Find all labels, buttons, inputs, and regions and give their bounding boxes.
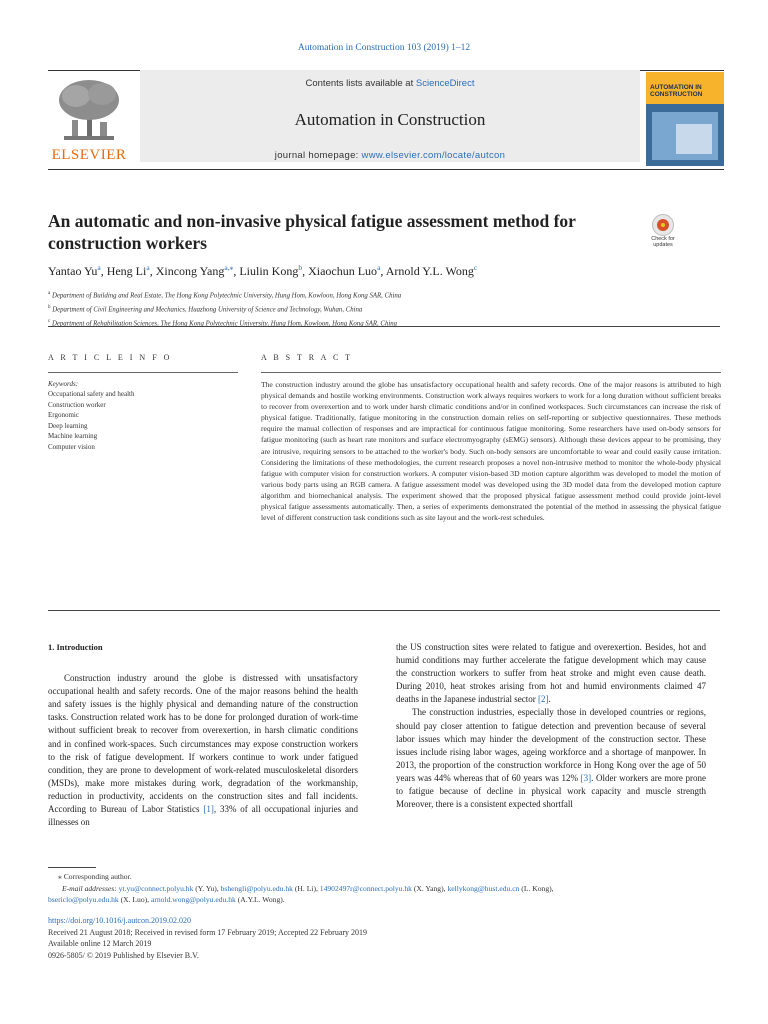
article-info-panel (48, 372, 238, 452)
article-info-heading: A R T I C L E I N F O (48, 353, 172, 362)
abstract-heading: A B S T R A C T (261, 353, 353, 362)
available-online: Available online 12 March 2019 (48, 939, 152, 948)
publication-history: Received 21 August 2018; Received in revised form 17 February 2019; Accepted 22 February 2019 (48, 927, 368, 937)
homepage-line (140, 150, 640, 161)
body-paragraph: Construction industry around the globe is distressed with unsatisfactory occupational health and safety records. One of the major reasons behind the health and safety issues is the highly physical and demanding nature of the construction tasks. Construction related work has to be done for prolonged duration of work-time without sufficient break to recover from overexertion, in harsh climatic conditions and in confined work-spaces. Such circumstances may expose construction workers to the risk of fatigue development. If workers continue to work under fatigued condition, they are prone to development of work-related musculoskeletal disorders (MSDs), make more mistakes during work, degradation of the workmanship, reduction in productivity, accidents on the construction sites and fall incidents. According to Bureau of Labor Statistics [1], 33% of all occupational injuries and illnesses on (48, 673, 358, 828)
doi-link[interactable]: https://doi.org/10.1016/j.autcon.2019.02.020 (48, 916, 191, 925)
affiliation-item: $^c$ Department of Rehabilitation Sciences, The Hong Kong Polytechnic University, Hung Hom, Kowloon, Hong Kong SAR, China (48, 318, 398, 327)
journal-cover-thumbnail[interactable] (646, 72, 724, 166)
author-name[interactable]: Xiaochun Luo (308, 264, 378, 278)
journal-reference[interactable]: Automation in Construction 103 (2019) 1–12 (297, 43, 471, 53)
email-addresses-cont: bsericlo@polyu.edu.hk (X. Luo), arnold.wong@polyu.edu.hk (A.Y.L. Wong). (48, 895, 285, 904)
author-list: Yantao Yu$^a$, Heng Li$^a$, Xincong Yang$^{a,⁎}$, Liulin Kong$^b$, Xiaochun Luo$^a$, Arnold Y.L. Wong$^c$ (48, 263, 478, 278)
author-name[interactable]: Heng Li (106, 264, 147, 278)
author-affiliation-marker[interactable]: c (473, 263, 478, 272)
author-name[interactable]: Arnold Y.L. Wong (385, 264, 474, 278)
elsevier-logo[interactable] (48, 76, 130, 168)
author-name[interactable]: Liulin Kong (239, 264, 299, 278)
author-affiliation-marker[interactable]: a (97, 263, 101, 272)
cover-image-detail (676, 124, 712, 154)
body-paragraph: The construction industries, especially those in developed countries or regions, should pay closer attention to fatigue detection and prevention because of several labor issues which may hinder the development of the construction sector. These issues include rising labor wages, ageing workforce and a shortage of manpower. In 2013, the proportion of the construction workforce in Hong Kong over the age of 50 years was 44% whereas that of 60 years was 12% [3]. Older workers are more prone to fatigue because of decline in physical work capacity and muscle strength Moreover, there is a consistent expected shortfall (396, 707, 706, 810)
email-link[interactable]: kellykong@hust.edu.cn (447, 883, 520, 893)
author-affiliation-marker[interactable]: a,⁎ (224, 263, 234, 272)
affiliation-item: $^a$ Department of Building and Real Estate, The Hong Kong Polytechnic University, Hung Hom, Kowloon, Hong Kong SAR, China (48, 291, 402, 300)
citation-link[interactable]: [1] (203, 804, 214, 815)
keyword-item: Computer vision (48, 442, 95, 451)
crossmark-icon (652, 214, 674, 236)
abstract-bottom-rule (48, 610, 720, 611)
footnotes (48, 871, 728, 906)
elsevier-tree-icon (54, 78, 124, 144)
keyword-item: Occupational safety and health (48, 390, 135, 398)
journal-name: Automation in Construction (294, 110, 486, 129)
contents-line (140, 78, 640, 89)
author-name[interactable]: Yantao Yu (48, 264, 98, 278)
email-addresses: E-mail addresses: yt.yu@connect.polyu.hk (Y. Yu), bshengli@polyu.edu.hk (H. Li), 14902497r@connect.polyu.hk (X. Yang), kellykong@hust.edu.cn (L. Kong), (62, 883, 554, 893)
keywords-label: Keywords: (48, 380, 79, 388)
masthead-center-panel (140, 70, 640, 162)
affiliations (48, 288, 728, 329)
contents-prefix: Contents lists available at (305, 78, 416, 89)
copyright-line: 0926-5805/ © 2019 Published by Elsevier B.V. (48, 950, 199, 960)
author-affiliation-marker[interactable]: b (298, 263, 303, 272)
citation-link[interactable]: [2] (537, 694, 549, 705)
email-link[interactable]: arnold.wong@polyu.edu.hk (150, 895, 236, 904)
email-label: E-mail addresses: (62, 883, 119, 893)
publisher-wordmark: ELSEVIER (51, 147, 127, 163)
journal-masthead (48, 70, 724, 170)
crossmark-badge[interactable] (646, 214, 680, 254)
keyword-item: Ergonomic (48, 411, 79, 419)
author-affiliation-marker[interactable]: a (146, 263, 150, 272)
article-title: An automatic and non-invasive physical fatigue assessment method for construction workers (48, 211, 576, 253)
journal-homepage-link[interactable]: www.elsevier.com/locate/autcon (361, 150, 506, 161)
homepage-prefix: journal homepage: (274, 150, 362, 161)
email-link[interactable]: 14902497r@connect.polyu.hk (319, 883, 412, 893)
citation-link[interactable]: [3] (580, 772, 592, 783)
body-column-left (48, 641, 358, 829)
section-divider (48, 326, 720, 327)
keyword-item: Construction worker (48, 400, 106, 409)
abstract-text: The construction industry around the globe has unsatisfactory occupational health and safety records. One of the major reasons is attributed to high physical demands and hostile working environments. Construction work always requires workers to work for a long duration without sufficient breaks to recover from overexertion and to work under harsh climatic conditions and/or in confined workspaces. Such circumstances can increase the risk of physical fatigue. Traditionally, fatigue monitoring in the construction domain relies on self-reporting or subjective questionnaires. These methods require the manual collection of responses and are impractical for continuous fatigue monitoring. Some researchers have used on-body sensors for fatigue monitoring (such as heart rate monitors and surface electromyography (sEMG) sensors). Although these devices appear to be promising, they are intrusive, requiring sensors to be attached to the worker's body. Such on-body sensors are uncomfortable to wear and could easily cause irritation. Considering the limitations of these methodologies, the current research proposes a novel non-intrusive method to monitor the whole-body physical fatigue with computer vision for construction workers. A computer vision-based 3D motion capture algorithm was developed to model the motion of various body parts using an RGB camera. A fatigue assessment model was developed using the 3D model data from the developed motion capture algorithm and biomechanical analysis. The experiment showed that the proposed physical fatigue assessment method could provide joint-level physical fatigue assessments automatically. Then, a series of experiments demonstrated the potential of the method in assessing the physical fatigue level of different construction task conditions such as site layout and the work-rest schedules. (261, 380, 721, 523)
email-link[interactable]: yt.yu@connect.polyu.hk (118, 883, 194, 893)
author-affiliation-marker[interactable]: a (377, 263, 381, 272)
crossmark-label: Check for updates (651, 236, 675, 248)
body-paragraph: the US construction sites were related to fatigue and overexertion. Besides, hot and humid conditions may further accelerate the fatigue development which may cause the construction workers to suffer from heat stroke and might even cause death. During 2010, heat strokes arising from hot and humid environments claimed 47 deaths in the Japanese industrial sector [2]. (396, 642, 706, 705)
sciencedirect-link[interactable]: ScienceDirect (415, 78, 475, 89)
corresponding-author-note: ⁎ Corresponding author. (58, 872, 132, 881)
abstract-panel (261, 372, 721, 523)
email-link[interactable]: bshengli@polyu.edu.hk (220, 883, 293, 893)
author-name[interactable]: Xincong Yang (155, 264, 225, 278)
cover-title: AUTOMATION IN CONSTRUCTION (650, 84, 703, 98)
keyword-item: Machine learning (48, 432, 98, 440)
email-link[interactable]: bsericlo@polyu.edu.hk (48, 895, 119, 904)
affiliation-item: $^b$ Department of Civil Engineering and Mechanics, Huazhong University of Science and Technology, Wuhan, China (48, 304, 363, 314)
publication-info (48, 915, 728, 961)
body-column-right (396, 641, 706, 811)
footnote-rule (48, 867, 96, 868)
masthead-bottom-rule (48, 169, 724, 170)
keyword-item: Deep learning (48, 421, 88, 430)
section-heading-introduction: 1. Introduction (48, 642, 103, 652)
